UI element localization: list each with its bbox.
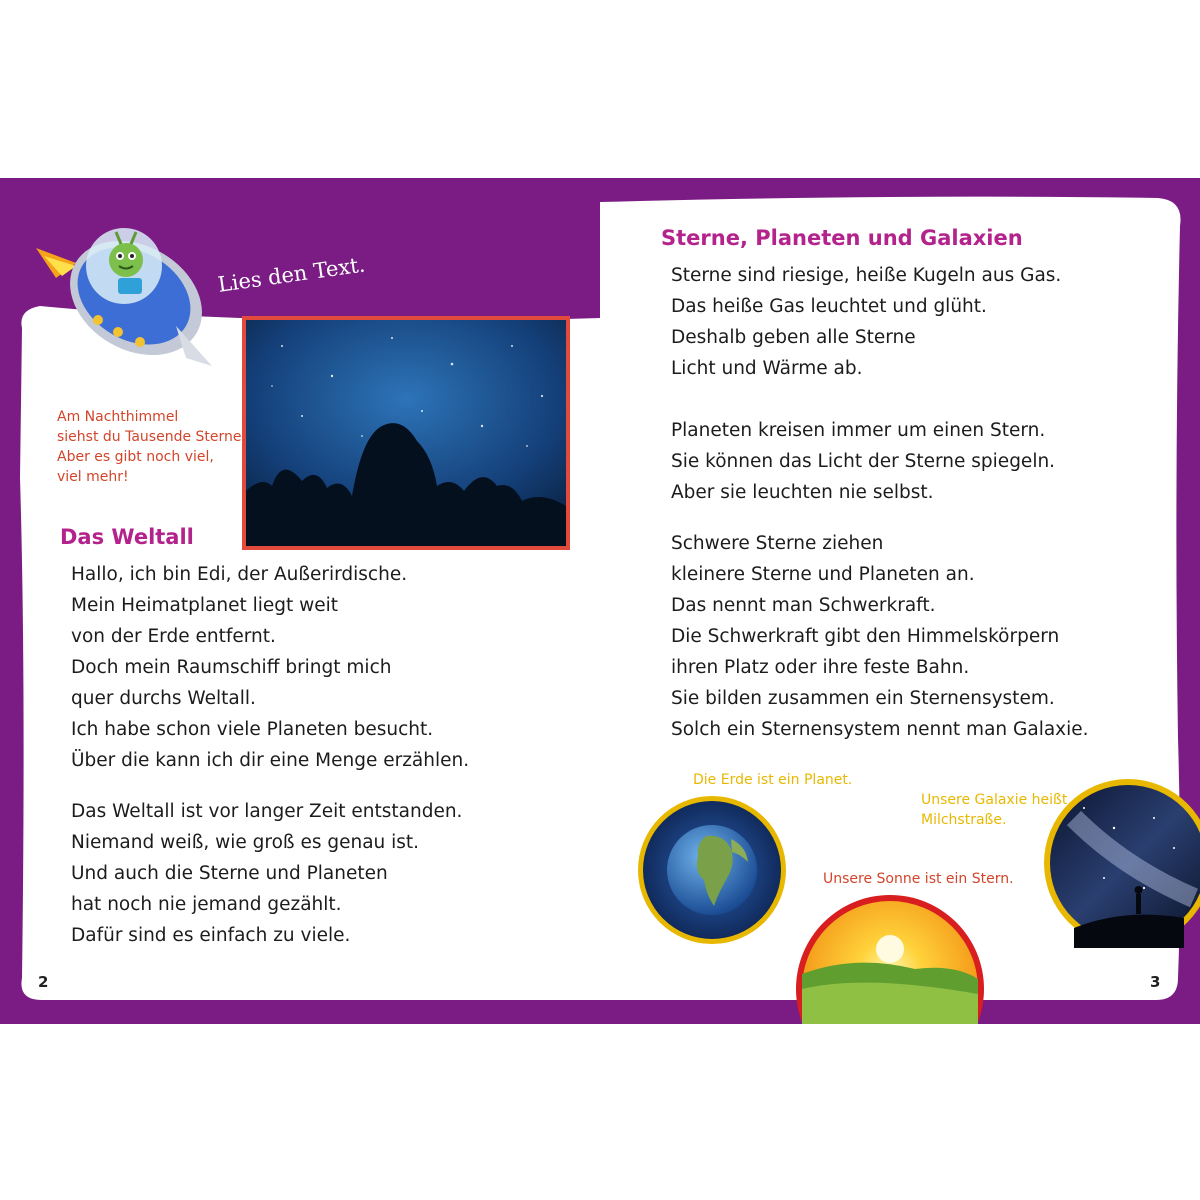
caption-line: Milchstraße.	[921, 812, 1007, 828]
text-line: Über die kann ich dir eine Menge erzählen.	[71, 750, 470, 771]
right-paragraph-3	[671, 528, 1089, 745]
text-line: Sterne sind riesige, heiße Kugeln aus Gas.	[671, 265, 1062, 286]
page-number-left: 2	[38, 973, 49, 991]
page-number-right: 3	[1150, 973, 1161, 991]
text-line: Solch ein Sternensystem nennt man Galaxie.	[671, 719, 1089, 740]
text-line: Ich habe schon viele Planeten besucht.	[71, 719, 434, 740]
right-paragraph-1	[671, 260, 1061, 384]
left-paragraph-2	[71, 796, 462, 951]
text-line: Mein Heimatplanet liegt weit	[71, 595, 339, 616]
caption-line: viel mehr!	[57, 469, 129, 485]
text-line: Das nennt man Schwerkraft.	[671, 595, 936, 616]
caption-line: Aber es gibt noch viel,	[57, 449, 214, 465]
text-line: Dafür sind es einfach zu viele.	[71, 925, 351, 946]
text-line: quer durchs Weltall.	[71, 688, 256, 709]
sun-photo	[795, 894, 985, 1024]
text-line: Aber sie leuchten nie selbst.	[671, 482, 934, 503]
caption-line: Am Nachthimmel	[57, 409, 179, 425]
text-line: Sie können das Licht der Sterne spiegeln.	[671, 451, 1056, 472]
text-line: Die Schwerkraft gibt den Himmelskörpern	[671, 626, 1060, 647]
text-line: Sie bilden zusammen ein Sternensystem.	[671, 688, 1055, 709]
earth-photo	[636, 794, 788, 946]
caption-line: siehst du Tausende Sterne.	[57, 429, 246, 445]
text-line: Doch mein Raumschiff bringt mich	[71, 657, 392, 678]
text-line: Hallo, ich bin Edi, der Außerirdische.	[71, 564, 408, 585]
caption-line: Unsere Galaxie heißt	[921, 792, 1068, 808]
heading-das-weltall: Das Weltall	[60, 525, 194, 549]
text-line: hat noch nie jemand gezählt.	[71, 894, 342, 915]
instruction-label: Lies den Text.	[216, 252, 367, 297]
heading-sterne-planeten-galaxien: Sterne, Planeten und Galaxien	[661, 226, 1023, 250]
book-spread	[0, 178, 1200, 1024]
text-line: Deshalb geben alle Sterne	[671, 327, 916, 348]
alien-rocket-icon	[26, 208, 226, 378]
caption-sun: Unsere Sonne ist ein Stern.	[823, 871, 1014, 887]
text-line: kleinere Sterne und Planeten an.	[671, 564, 975, 585]
photo-caption	[57, 407, 246, 487]
text-line: Schwere Sterne ziehen	[671, 533, 884, 554]
night-sky-photo	[242, 316, 570, 550]
text-line: Licht und Wärme ab.	[671, 358, 863, 379]
right-paragraph-2	[671, 415, 1055, 508]
text-line: Das heiße Gas leuchtet und glüht.	[671, 296, 987, 317]
text-line: Das Weltall ist vor langer Zeit entstanden.	[71, 801, 463, 822]
caption-earth: Die Erde ist ein Planet.	[693, 772, 853, 788]
text-line: Planeten kreisen immer um einen Stern.	[671, 420, 1046, 441]
text-line: Niemand weiß, wie groß es genau ist.	[71, 832, 420, 853]
text-line: von der Erde entfernt.	[71, 626, 276, 647]
text-line: Und auch die Sterne und Planeten	[71, 863, 388, 884]
left-paragraph-1	[71, 559, 469, 776]
text-line: ihren Platz oder ihre feste Bahn.	[671, 657, 970, 678]
milky-way-photo	[1044, 778, 1200, 948]
